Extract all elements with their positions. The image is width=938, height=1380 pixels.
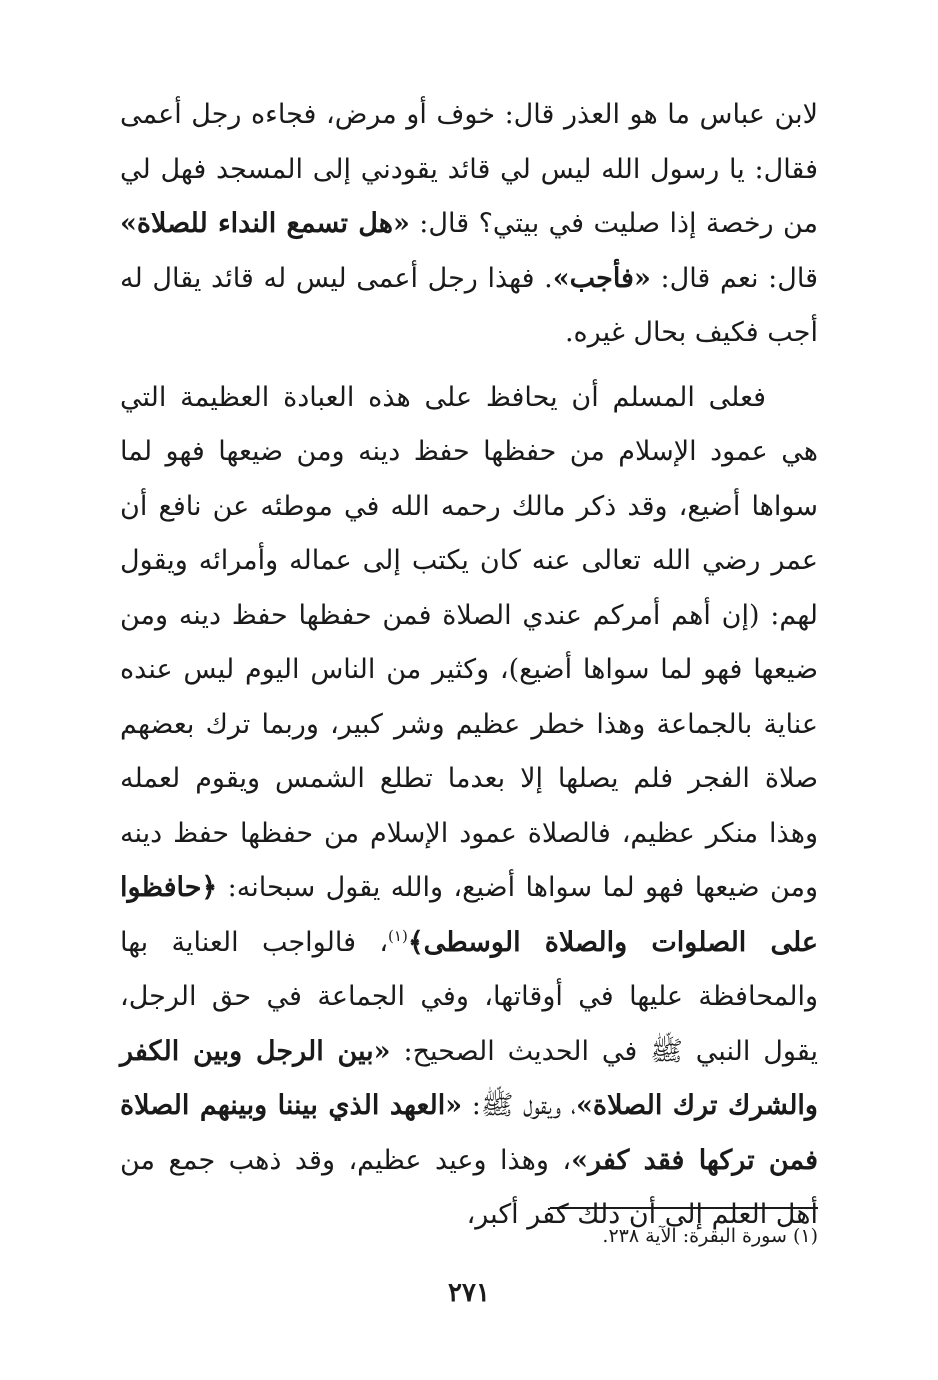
quran-verse: ﴿حافظوا على الصلوات والصلاة الوسطى﴾	[120, 872, 818, 958]
paragraph-2	[120, 371, 818, 1243]
page-body	[120, 88, 818, 1243]
paragraph-text: . فهذا رجل أعمى ليس له قائد يقال له أجب فكيف بحال غيره.	[120, 262, 818, 348]
paragraph-1	[120, 88, 818, 361]
paragraph-text: قال: نعم قال:	[650, 262, 818, 294]
footnote-divider	[550, 1207, 818, 1209]
footnote-reference: (١)	[388, 926, 408, 945]
paragraph-text: ، ويقول ﷺ:	[462, 1090, 577, 1121]
paragraph-text: فعلى المسلم أن يحافظ على هذه العبادة العظيمة التي هي عمود الإسلام من حفظها حفظ دينه ومن ضيعها فهو لما سواها أضيع، وقد ذكر مالك رحمه الله في موطئه عن نافع أن عمر رضي الله تعالى عنه كان يكتب إلى عماله وأمرائه ويقول لهم: (إن أهم أمركم عندي الصلاة فمن حفظها حفظ دينه ومن ضيعها فهو لما سواها أضيع)، وكثير من الناس اليوم ليس عنده عناية بالجماعة وهذا خطر عظيم وشر كبير، وربما ترك بعضهم صلاة الفجر فلم يصلها إلا بعدما تطلع الشمس ويقوم لعمله وهذا منكر عظيم، فالصلاة عمود الإسلام من حفظها حفظ دينه ومن ضيعها فهو لما سواها أضيع، والله يقول سبحانه:	[120, 381, 818, 903]
hadith-quote: «فأجب»	[552, 262, 651, 294]
hadith-quote: «هل تسمع النداء للصلاة»	[120, 208, 410, 239]
page-number: ٢٧١	[448, 1278, 490, 1308]
footnote: (١) سورة البقرة: الآية ٢٣٨.	[602, 1225, 818, 1247]
paragraph-text: ، فالواجب العناية بها والمحافظة عليها في أوقاتها، وفي الجماعة في حق الرجل، يقول النبي ﷺ في الحديث الصحيح:	[120, 926, 818, 1067]
hadith-quote: «بين الرجل وبين الكفر والشرك ترك الصلاة»	[120, 1035, 818, 1121]
paragraph-text: ، وهذا وعيد عظيم، وقد ذهب جمع من أهل العلم إلى أن ذلك كفر أكبر،	[120, 1144, 818, 1230]
hadith-quote: «العهد الذي بيننا وبينهم الصلاة فمن تركها فقد كفر»	[120, 1090, 818, 1176]
paragraph-text: لابن عباس ما هو العذر قال: خوف أو مرض، فجاءه رجل أعمى فقال: يا رسول الله ليس لي قائد يقودني إلى المسجد فهل لي من رخصة إذا صليت في بيتي؟ قال:	[120, 99, 818, 239]
